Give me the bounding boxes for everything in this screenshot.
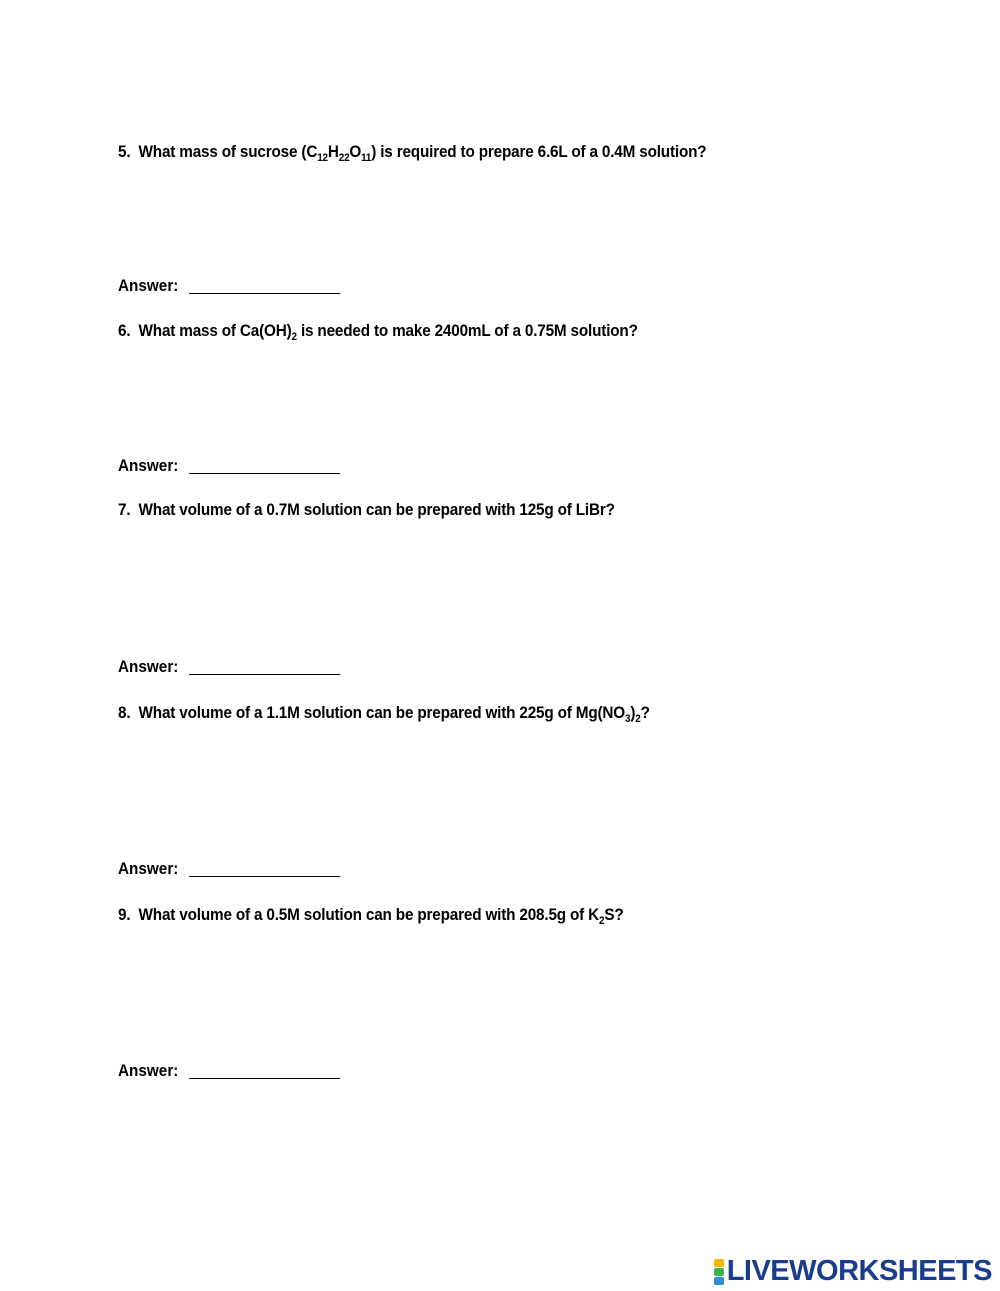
question-8: 8. What volume of a 1.1M solution can be prepared with 225g of $Mg(NO_3)_2$? bbox=[118, 703, 650, 725]
answer-9-blank[interactable] bbox=[189, 1077, 340, 1079]
liveworksheets-logo bbox=[714, 1255, 992, 1288]
answer-5: Answer: bbox=[118, 276, 340, 296]
answer-6: Answer: bbox=[118, 456, 340, 476]
answer-5-blank[interactable] bbox=[189, 292, 340, 294]
question-7: 7. What volume of a 0.7M solution can be prepared with 125g of LiBr? bbox=[118, 500, 615, 519]
answer-8: Answer: bbox=[118, 859, 340, 879]
answer-8-blank[interactable] bbox=[189, 875, 340, 877]
answer-6-blank[interactable] bbox=[189, 472, 340, 474]
logo-blocks-icon bbox=[714, 1259, 724, 1285]
logo-block-i bbox=[714, 1268, 724, 1276]
answer-7-blank[interactable] bbox=[189, 673, 340, 675]
answer-7: Answer: bbox=[118, 657, 340, 677]
logo-block-l bbox=[714, 1259, 724, 1267]
answer-9: Answer: bbox=[118, 1061, 340, 1081]
logo-text: LIVEWORKSHEETS bbox=[726, 1255, 992, 1287]
logo-block-v bbox=[714, 1277, 724, 1285]
question-9: 9. What volume of a 0.5M solution can be prepared with 208.5g of $K_2S$? bbox=[118, 905, 624, 927]
question-5: 5. What mass of sucrose $(C_{12}H_{22}O_{11})$ is required to prepare 6.6L of a 0.4M solution? bbox=[118, 142, 707, 164]
question-6: 6. What mass of $Ca(OH)_2$ is needed to make 2400mL of a 0.75M solution? bbox=[118, 321, 638, 343]
